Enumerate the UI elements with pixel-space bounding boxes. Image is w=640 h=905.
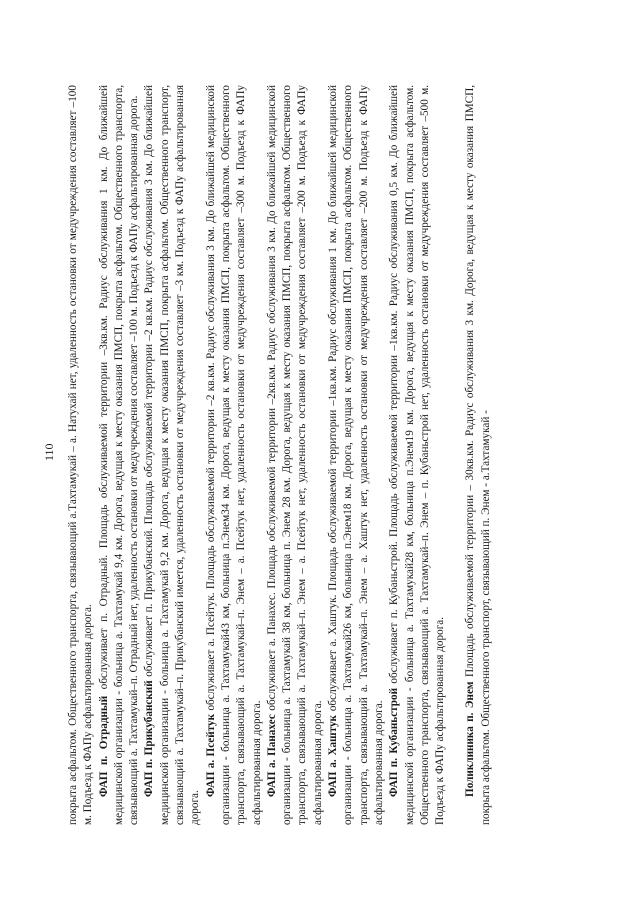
paragraph-fap-panakhes xyxy=(265,85,326,825)
paragraph-fap-pseituk xyxy=(204,85,265,825)
document-body xyxy=(66,85,494,825)
paragraph-polyclinic-enem xyxy=(463,85,494,825)
paragraph-text: обслуживает п. Кубаньстрой. Площадь обслуживаемой территории –1кв.км. Радиус обслуживания 0,5 км. До ближайшей медицинской организации - больница а. Тахтамукай28 км, больница п.Энем19 км. Дорога, ведущая к месту оказания ПМСП, покрыта асфальтом. Общественного транспорта, связывающий а. Тахтамукай–п. Энем – п. Кубаньстрой нет, удаленность остановки от медучреждения составляет –500 м. Подъезд к ФАПу асфальтированная дорога. xyxy=(388,85,447,825)
paragraph-text: обслуживает п. Прикубанский. Площадь обслуживаемой территории –2 кв.км. Радиус обслуживания 3 км. До ближайшей медицинской организации - больница а. Тахтамукай 9,2 км. Дорога, ведущая к месту оказания ПМСП, покрыта асфальтом. Общественного транспорт, связывающий а. Тахтамукай–п. Прикубанский имеется, удаленность остановки от медучреждения составляет –3 км. Подъезд к ФАПу асфальтированная дорога. xyxy=(143,85,202,825)
paragraph-fap-otradny xyxy=(97,85,143,825)
paragraph-lead: ФАП а. Хаштук xyxy=(327,715,340,797)
paragraph-text: покрыта асфальтом. Общественного транспорта, связывающий а.Тахтамукай – а. Натухай нет, удаленность остановки от медучреждения составляет –100 м. Подъезд к ФАПу асфальтированная дорога. xyxy=(67,85,95,825)
paragraph-text: обслуживает а. Хаштук. Площадь обслуживаемой территории –1кв.км. Радиус обслуживания 1 км. До ближайшей медицинской организации - больница а. Тахтамукай26 км, больница п.Энем18 км. Дорога, ведущая к месту оказания ПМСП, покрыта асфальтом. Общественного транспорта, связывающий а. Тахтамукай–п. Энем – а. Хаштук нет, удаленность остановки от медучреждения составляет –200 м. Подъезд к ФАПу асфальтированная дорога. xyxy=(327,85,385,825)
paragraph-continuation xyxy=(66,85,97,825)
paragraph-lead: Поликлиника п. Энем xyxy=(464,681,477,797)
paragraph-text: обслуживает а. Панахес. Площадь обслуживаемой территории –2кв.км. Радиус обслуживания 3 км. До ближайшей медицинской организации - больница а. Тахтамукай 38 км, больница п. Энем 28 км. Дорога, ведущая к месту оказания ПМСП, покрыта асфальтом. Общественного транспорта, связывающий а. Тахтамукай–п. Энем – а. Псейтук нет, удаленность остановки от медучреждения составляет –200 м. Подъезд к ФАПу асфальтированная дорога. xyxy=(265,84,324,825)
paragraph-lead: ФАП п. Прикубанский xyxy=(143,680,156,797)
paragraph-lead: ФАП п. Кубаньстрой xyxy=(388,687,401,797)
paragraph-lead: ФАП п. Отрадный xyxy=(97,695,110,797)
page-number: 110 xyxy=(42,443,56,461)
paragraph-fap-kubanstroy xyxy=(387,85,448,825)
paragraph-fap-khashtuk xyxy=(326,85,387,825)
paragraph-text: обслуживает а. Псейтук. Площадь обслуживаемой территории –2 кв.км. Радиус обслуживания 3 км. До ближайшей медицинской организации - больница а. Тахтамукай43 км, больница п.Энем34 км. Дорога, ведущая к месту оказания ПМСП, покрыта асфальтом. Общественного транспорта, связывающий а. Тахтамукай–п. Энем – а. Псейтук нет, удаленность остановки от медучреждения составляет –300 м. Подъезд к ФАПу асфальтированная дорога. xyxy=(204,85,263,825)
paragraph-lead: ФАП а. Панахес xyxy=(265,714,278,797)
paragraph-text: обслуживает п. Отрадный. Площадь обслуживаемой территории –3кв.км. Радиус обслуживания 1 км. До ближайшей медицинской организации - больница а. Тахтамукай 9,4 км. Дорога, ведущая к месту оказания ПМСП, покрыта асфальтом. Общественного транспорта, связывающий а. Тахтамукай–п. Отрадный нет, удаленность остановки от медучреждения составляет –100 м. Подъезд к ФАПу асфальтированная дорога. xyxy=(97,85,141,825)
paragraph-text: Площадь обслуживаемой территории – 30кв.км. Радиус обслуживания 3 км. Дорога, ведущая к месту оказания ПМСП, покрыта асфальтом. Общественного транспорт, связывающий п. Энем - а.Тахтамукай - xyxy=(464,85,492,825)
paragraph-fap-prikubansky xyxy=(142,85,203,825)
paragraph-lead: ФАП а. Псейтук xyxy=(204,713,217,797)
